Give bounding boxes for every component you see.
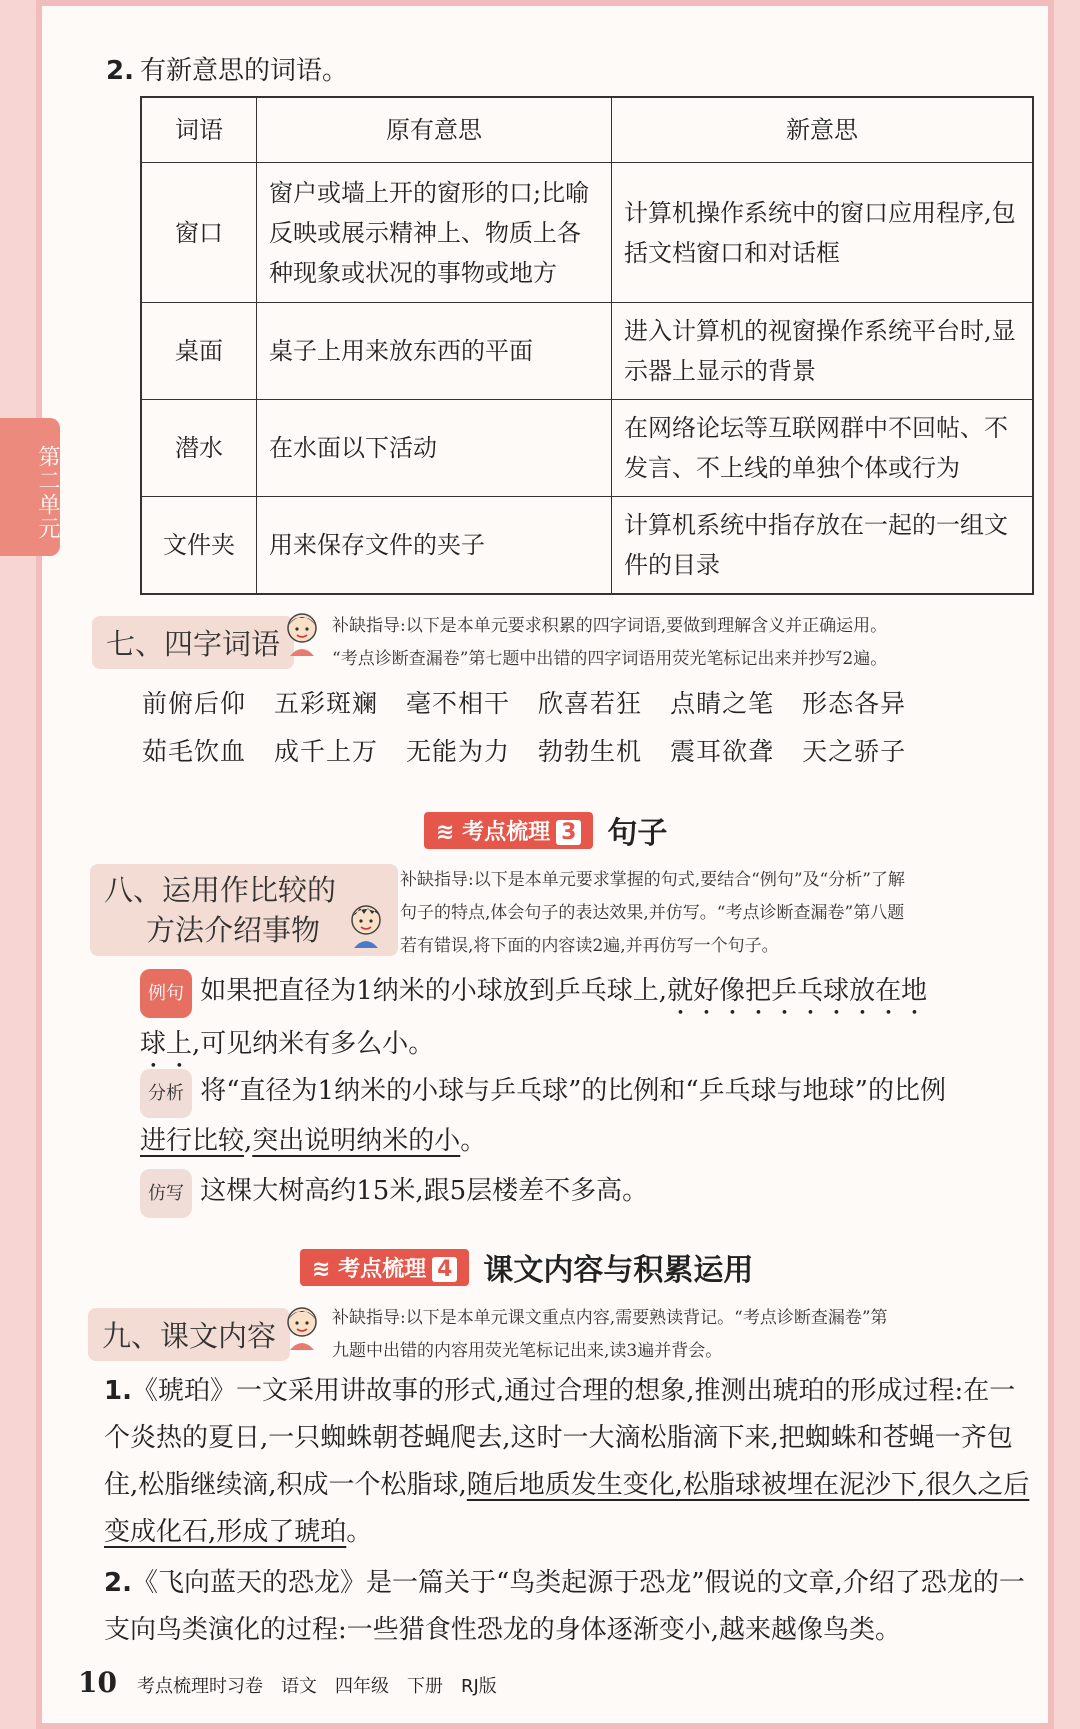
section7-guide	[332, 610, 887, 676]
cell-new: 计算机操作系统中的窗口应用程序,包括文档窗口和对话框	[612, 163, 1034, 303]
imitate-text: 这棵大树高约15米,跟5层楼差不多高。	[200, 1176, 649, 1206]
imitate-label: 仿写	[140, 1169, 192, 1218]
cell-new: 在网络论坛等互联网群中不回帖、不发言、不上线的单独个体或行为	[612, 400, 1034, 497]
item2-text: 《飞向蓝天的恐龙》是一篇关于“鸟类起源于恐龙”假说的文章,介绍了恐龙的一支向鸟类演化的过程:一些猎食性恐龙的身体逐渐变小,越来越像鸟类。	[104, 1568, 1025, 1645]
word-item: 形态各异	[802, 689, 907, 718]
heading-line: 方法介绍事物	[146, 913, 321, 947]
banner-tag: ≋ 考点梳理 3	[424, 812, 593, 849]
item-number: 2.	[104, 1568, 132, 1598]
cell-word: 文件夹	[141, 497, 257, 595]
student-avatar-icon	[282, 608, 322, 658]
banner-tag-number: 4	[432, 1257, 457, 1282]
word-item: 茹毛饮血	[142, 737, 247, 766]
table-row	[141, 497, 1033, 595]
word-item: 欣喜若狂	[538, 689, 643, 718]
table-row	[141, 163, 1033, 303]
heading-line: 八、运用作比较的	[104, 873, 337, 907]
student-avatar-icon	[282, 1302, 322, 1352]
word-item: 毫不相干	[406, 689, 511, 718]
example-text-a: 如果把直径为1纳米的小球放到乒乓球上,	[200, 976, 668, 1006]
example-text-emphasis: 就好像把乒乓球放在地	[667, 976, 928, 1006]
banner-title: 句子	[607, 816, 668, 851]
word-item: 天之骄子	[802, 737, 907, 766]
vocab-table	[140, 96, 1034, 595]
guide-line: “考点诊断查漏卷”第七题中出错的四字词语用荧光笔标记出来并抄写2遍。	[332, 649, 888, 669]
word-item: 勃勃生机	[538, 737, 643, 766]
item1-text-c: 。	[346, 1517, 373, 1547]
banner-sentences	[424, 808, 668, 851]
banner-tag: ≋ 考点梳理 4	[300, 1249, 469, 1286]
item1-text-a: 《琥珀》一文采用讲故事的形式,通过合理的想象,推测出琥珀的形成过程:在一个炎热的夏日,一只蜘蛛朝苍蝇爬去,这时一大滴松脂滴下来,把蜘蛛和苍蝇一齐包住,松脂继续滴,积成一个松脂球,	[104, 1376, 1016, 1500]
analysis-text-a: 将“直径为1纳米的小球与乒乓球”的比例和“乒乓球与地球”的比例	[200, 1076, 946, 1106]
cell-word: 桌面	[141, 303, 257, 400]
content-item-1	[104, 1368, 1030, 1556]
imitation	[140, 1168, 1030, 1218]
analysis-text-c: ,	[244, 1126, 253, 1156]
table-header-row	[141, 97, 1033, 163]
question-number: 2.	[106, 56, 134, 86]
page-number: 10	[78, 1666, 117, 1699]
cell-original: 窗户或墙上开的窗形的口;比喻反映或展示精神上、物质上各种现象或状况的事物或地方	[257, 163, 612, 303]
header-new-meaning: 新意思	[612, 97, 1034, 163]
item1-underline: 随后地质发生变化,松脂球被埋在泥沙下,很久之后变成化石,形成了琥珀	[104, 1470, 1030, 1547]
example-text-emphasis-2: 球上	[140, 1029, 193, 1059]
example-sentence	[140, 968, 1030, 1074]
guide-line: 句子的特点,体会句子的表达效果,并仿写。“考点诊断查漏卷”第八题	[400, 903, 905, 923]
student-avatar-icon	[346, 900, 386, 950]
footer-volume: 下册	[406, 1676, 443, 1697]
cell-original: 在水面以下活动	[257, 400, 612, 497]
example-label: 例句	[140, 969, 192, 1018]
section9-guide	[332, 1302, 888, 1368]
content-item-2	[104, 1560, 1030, 1654]
table-row	[141, 400, 1033, 497]
analysis	[140, 1068, 1030, 1165]
table-row	[141, 303, 1033, 400]
page-footer	[78, 1666, 515, 1699]
header-word: 词语	[141, 97, 257, 163]
guide-line: 补缺指导:以下是本单元要求积累的四字词语,要做到理解含义并正确运用。	[332, 616, 888, 636]
section7-heading: 七、四字词语	[92, 616, 294, 669]
banner-title: 课文内容与积累运用	[483, 1253, 754, 1288]
analysis-underline-1: 进行比较	[140, 1126, 245, 1156]
word-item: 点睛之笔	[670, 689, 775, 718]
guide-line: 若有错误,将下面的内容读2遍,并再仿写一个句子。	[400, 936, 779, 956]
cell-original: 用来保存文件的夹子	[257, 497, 612, 595]
guide-line: 九题中出错的内容用荧光笔标记出来,读3遍并背会。	[332, 1341, 723, 1361]
footer-edition: RJ版	[460, 1676, 497, 1697]
vocab-question-title	[106, 50, 348, 87]
unit-side-tab: 第二单元	[0, 418, 60, 556]
banner-content	[300, 1245, 754, 1288]
item-number: 1.	[104, 1376, 132, 1406]
word-item: 成千上万	[274, 737, 379, 766]
guide-line: 补缺指导:以下是本单元课文重点内容,需要熟读背记。“考点诊断查漏卷”第	[332, 1308, 888, 1328]
cell-new: 计算机系统中指存放在一起的一组文件的目录	[612, 497, 1034, 595]
word-item: 无能为力	[406, 737, 511, 766]
banner-tag-text: 考点梳理	[462, 819, 551, 845]
word-item: 震耳欲聋	[670, 737, 775, 766]
header-original-meaning: 原有意思	[257, 97, 612, 163]
section8-guide	[400, 864, 905, 963]
four-char-words-row1	[142, 684, 934, 720]
guide-line: 补缺指导:以下是本单元要求掌握的句式,要结合“例句”及“分析”了解	[400, 870, 905, 890]
analysis-text-e: 。	[460, 1126, 487, 1156]
banner-tag-number: 3	[556, 820, 581, 845]
footer-grade: 四年级	[334, 1676, 389, 1697]
footer-book: 考点梳理时习卷	[136, 1676, 263, 1697]
cell-word: 潜水	[141, 400, 257, 497]
word-item: 前俯后仰	[142, 689, 247, 718]
section9-heading: 九、课文内容	[88, 1308, 290, 1361]
footer-subject: 语文	[280, 1676, 317, 1697]
analysis-label: 分析	[140, 1069, 192, 1118]
word-item: 五彩斑斓	[274, 689, 379, 718]
cell-original: 桌子上用来放东西的平面	[257, 303, 612, 400]
banner-tag-text: 考点梳理	[338, 1256, 427, 1282]
question-text: 有新意思的词语。	[139, 56, 348, 86]
example-text-d: ,可见纳米有多么小。	[192, 1029, 435, 1059]
cell-word: 窗口	[141, 163, 257, 303]
cell-new: 进入计算机的视窗操作系统平台时,显示器上显示的背景	[612, 303, 1034, 400]
four-char-words-row2	[142, 732, 934, 768]
analysis-underline-2: 突出说明纳米的小	[252, 1126, 461, 1156]
